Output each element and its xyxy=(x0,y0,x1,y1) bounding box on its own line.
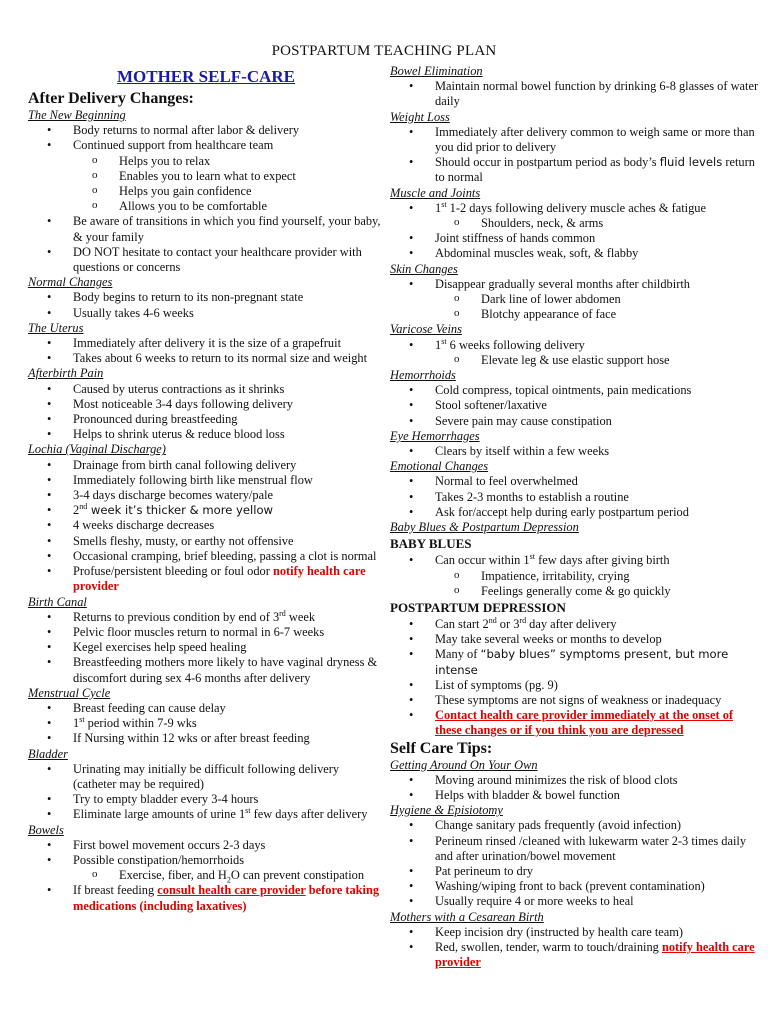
ordinal: st xyxy=(529,552,535,562)
warning-text: consult health care provider xyxy=(157,883,306,898)
ordinal: st xyxy=(79,715,85,724)
list-item: • Usually takes 4-6 weeks xyxy=(28,306,384,321)
list-item: • Immediately after delivery common to weigh same or more than you did prior to delivery xyxy=(390,125,762,155)
list-item: • Body returns to normal after labor & delivery xyxy=(28,123,384,138)
after-delivery-heading: After Delivery Changes: xyxy=(28,90,194,107)
list-eye xyxy=(390,444,762,459)
list-item: • Cold compress, topical ointments, pain medications xyxy=(390,383,762,398)
sub-list-item xyxy=(28,868,384,883)
sub-list-item: o Feelings generally come & go quickly xyxy=(390,584,762,599)
list-item: • Clears by itself within a few weeks xyxy=(390,444,762,459)
list-getting-around xyxy=(390,773,762,803)
list-item xyxy=(390,940,762,970)
text: 1-2 days following delivery muscle aches & fatigue xyxy=(446,200,706,215)
section-title-weight-loss: Weight Loss xyxy=(390,109,450,124)
sub-list-item: o Blotchy appearance of face xyxy=(390,307,762,322)
postpartum-depression-heading: POSTPARTUM DEPRESSION xyxy=(390,599,566,615)
list-item xyxy=(390,201,762,216)
subscript: 2 xyxy=(226,875,231,885)
text: Profuse/persistent bleeding or foul odor xyxy=(73,564,273,579)
list-hygiene xyxy=(390,818,762,909)
list-item xyxy=(28,503,384,518)
baby-blues-heading: BABY BLUES xyxy=(390,536,472,552)
list-item xyxy=(28,716,384,731)
list-item: • If Nursing within 12 wks or after breast feeding xyxy=(28,731,384,746)
list-skin-changes xyxy=(390,277,762,292)
list-item: • First bowel movement occurs 2-3 days xyxy=(28,838,384,853)
list-item: • Kegel exercises help speed healing xyxy=(28,640,384,655)
sub-list-item: o Enables you to learn what to expect xyxy=(28,169,384,184)
text: or 3 xyxy=(496,616,520,631)
text: few days after delivery xyxy=(250,807,368,822)
list-item: • Continued support from healthcare team xyxy=(28,138,384,153)
list-normal-changes xyxy=(28,290,384,320)
ordinal: st xyxy=(441,336,447,346)
list-item: • Joint stiffness of hands common xyxy=(390,231,762,246)
section-title-uterus: The Uterus xyxy=(28,320,84,335)
section-title-bladder: Bladder xyxy=(28,746,68,761)
main-title: MOTHER SELF-CARE xyxy=(116,67,296,86)
text: “baby blues” symptoms present, but more intense xyxy=(435,647,729,677)
list-item: • Immediately after delivery it is the size of a grapefruit xyxy=(28,336,384,351)
section-title-varicose-veins: Varicose Veins xyxy=(390,322,462,337)
list-bowels xyxy=(28,838,384,868)
section-title-muscle-joints: Muscle and Joints xyxy=(390,185,481,200)
right-column xyxy=(390,64,762,970)
text: 1 xyxy=(73,716,80,731)
section-title-emotional-changes: Emotional Changes xyxy=(390,459,489,474)
list-item xyxy=(28,883,384,913)
list-item: • Perineum rinsed /cleaned with lukewarm water 2-3 times daily and after urination/bowel movement xyxy=(390,834,762,864)
list-item: • Abdominal muscles weak, soft, & flabby xyxy=(390,246,762,261)
text: Many of xyxy=(435,647,481,662)
text: few days after giving birth xyxy=(534,553,670,568)
text: O can prevent constipation xyxy=(230,868,365,883)
list-item xyxy=(390,553,762,568)
text: Red, swollen, tender, warm to touch/draining xyxy=(435,939,662,954)
list-bowel-elimination xyxy=(390,79,762,109)
list-item: • Moving around minimizes the risk of blood clots xyxy=(390,773,762,788)
text: Can occur within 1 xyxy=(435,553,530,568)
section-title-new-beginning: The New Beginning xyxy=(28,108,126,122)
list-item: • Ask for/accept help during early postpartum period xyxy=(390,505,762,520)
sublist-bowels xyxy=(28,868,384,883)
text: If breast feeding xyxy=(73,883,158,898)
text: week xyxy=(285,609,316,624)
list-item: • Caused by uterus contractions as it shrinks xyxy=(28,382,384,397)
list-item: • Occasional cramping, brief bleeding, passing a clot is normal xyxy=(28,549,384,564)
list-item xyxy=(390,338,762,353)
list-item: • Pronounced during breastfeeding xyxy=(28,412,384,427)
ordinal: st xyxy=(441,199,447,209)
list-item: • Most noticeable 3-4 days following delivery xyxy=(28,397,384,412)
sub-list-item: o Shoulders, neck, & arms xyxy=(390,216,762,231)
list-item xyxy=(390,155,762,185)
list-varicose xyxy=(390,338,762,353)
text: 2 xyxy=(73,503,80,518)
list-item: • Urinating may initially be difficult following delivery (catheter may be required) xyxy=(28,762,384,792)
ordinal: rd xyxy=(519,615,527,625)
list-item: • Pat perineum to dry xyxy=(390,864,762,879)
list-afterbirth-pain xyxy=(28,382,384,443)
list-item: • These symptoms are not signs of weakness or inadequacy xyxy=(390,693,762,708)
list-cesarean xyxy=(390,925,762,971)
list-item: • Takes about 6 weeks to return to its normal size and weight xyxy=(28,351,384,366)
text: Can start 2 xyxy=(435,616,489,631)
warning-text: before taking medications (including laxatives) xyxy=(73,883,380,913)
list-item: • Severe pain may cause constipation xyxy=(390,414,762,429)
sublist-support xyxy=(28,154,384,215)
list-item xyxy=(390,708,762,738)
sub-list-item: o Elevate leg & use elastic support hose xyxy=(390,353,762,368)
text: Should occur in postpartum period as body’s xyxy=(435,155,660,170)
text: 6 weeks following delivery xyxy=(446,337,585,352)
section-title-afterbirth-pain: Afterbirth Pain xyxy=(28,366,104,381)
text: 1 xyxy=(435,200,442,215)
list-hemorrhoids xyxy=(390,383,762,429)
text: Returns to previous condition by end of 3 xyxy=(73,609,280,624)
list-item: • Immediately following birth like menstrual flow xyxy=(28,473,384,488)
list-new-beginning-cont xyxy=(28,214,384,275)
list-item xyxy=(28,564,384,594)
list-new-beginning xyxy=(28,123,384,153)
warning-text: notify health care provider xyxy=(435,939,755,970)
section-title-cesarean: Mothers with a Cesarean Birth xyxy=(390,909,544,924)
left-column xyxy=(28,64,384,914)
list-item xyxy=(28,610,384,625)
sub-list-item: o Helps you gain confidence xyxy=(28,184,384,199)
list-uterus xyxy=(28,336,384,366)
section-title-skin-changes: Skin Changes xyxy=(390,261,458,276)
list-postpartum-depression xyxy=(390,617,762,739)
sub-list-item: o Helps you to relax xyxy=(28,154,384,169)
section-title-menstrual-cycle: Menstrual Cycle xyxy=(28,685,111,700)
list-lochia xyxy=(28,458,384,595)
sublist-baby-blues xyxy=(390,569,762,599)
sublist-varicose xyxy=(390,353,762,368)
list-item: • Takes 2-3 months to establish a routine xyxy=(390,490,762,505)
list-item: • Smells fleshy, musty, or earthy not offensive xyxy=(28,534,384,549)
text: week it’s thicker & more yellow xyxy=(87,503,274,518)
section-title-bowel-elimination: Bowel Elimination xyxy=(390,64,483,78)
warning-text: notify health care provider xyxy=(73,564,366,594)
list-item: • Washing/wiping front to back (prevent contamination) xyxy=(390,879,762,894)
list-item: • Try to empty bladder every 3-4 hours xyxy=(28,792,384,807)
list-bladder xyxy=(28,762,384,823)
section-title-getting-around: Getting Around On Your Own xyxy=(390,757,538,772)
list-item: • DO NOT hesitate to contact your healthcare provider with questions or concerns xyxy=(28,245,384,275)
list-muscle-cont xyxy=(390,231,762,261)
list-item: • Drainage from birth canal following delivery xyxy=(28,458,384,473)
list-item: • Body begins to return to its non-pregnant state xyxy=(28,290,384,305)
section-title-hygiene: Hygiene & Episiotomy xyxy=(390,803,503,818)
list-item: • Normal to feel overwhelmed xyxy=(390,474,762,489)
list-item: • Possible constipation/hemorrhoids xyxy=(28,853,384,868)
sub-list-item: o Allows you to be comfortable xyxy=(28,199,384,214)
list-weight-loss xyxy=(390,125,762,186)
list-bowels-cont xyxy=(28,883,384,913)
ordinal: nd xyxy=(79,502,88,512)
list-birth-canal xyxy=(28,610,384,686)
sub-list-item: o Dark line of lower abdomen xyxy=(390,292,762,307)
text: Exercise, fiber, and H xyxy=(119,868,227,883)
text: 1 xyxy=(435,337,442,352)
self-care-heading: Self Care Tips: xyxy=(390,739,493,757)
list-emotional xyxy=(390,474,762,520)
list-item: • Breast feeding can cause delay xyxy=(28,701,384,716)
list-item: • Breastfeeding mothers more likely to have vaginal dryness & discomfort during sex 4-6 months after delivery xyxy=(28,655,384,685)
section-title-hemorrhoids: Hemorrhoids xyxy=(390,368,456,383)
list-menstrual-cycle xyxy=(28,701,384,747)
document-title: POSTPARTUM TEACHING PLAN xyxy=(271,43,497,59)
list-baby-blues xyxy=(390,553,762,568)
ordinal: st xyxy=(245,806,251,816)
list-item: • Stool softener/laxative xyxy=(390,398,762,413)
list-item: • Maintain normal bowel function by drinking 6-8 glasses of water daily xyxy=(390,79,762,109)
text: day after delivery xyxy=(526,616,617,631)
list-item: • Be aware of transitions in which you find yourself, your baby, & your family xyxy=(28,214,384,244)
section-title-normal-changes: Normal Changes xyxy=(28,275,113,290)
list-item xyxy=(28,807,384,822)
section-title-lochia: Lochia (Vaginal Discharge) xyxy=(28,442,166,457)
text: return to normal xyxy=(435,155,755,185)
list-item: • 3-4 days discharge becomes watery/pale xyxy=(28,488,384,503)
text: Eliminate large amounts of urine 1 xyxy=(73,807,246,822)
list-item xyxy=(390,647,762,677)
section-title-bowels: Bowels xyxy=(28,822,64,837)
list-item: • List of symptoms (pg. 9) xyxy=(390,678,762,693)
text: fluid levels xyxy=(659,155,723,170)
section-title-baby-blues-ppd: Baby Blues & Postpartum Depression xyxy=(390,520,579,535)
list-item: • Change sanitary pads frequently (avoid infection) xyxy=(390,818,762,833)
list-item: • Helps with bladder & bowel function xyxy=(390,788,762,803)
section-title-birth-canal: Birth Canal xyxy=(28,594,87,609)
list-item: • Helps to shrink uterus & reduce blood loss xyxy=(28,427,384,442)
sub-list-item: o Impatience, irritability, crying xyxy=(390,569,762,584)
ordinal: nd xyxy=(488,615,497,625)
list-item: • Keep incision dry (instructed by health care team) xyxy=(390,925,762,940)
list-item: • Disappear gradually several months after childbirth xyxy=(390,277,762,292)
list-item: • May take several weeks or months to develop xyxy=(390,632,762,647)
list-muscle-joints xyxy=(390,201,762,216)
list-item xyxy=(390,617,762,632)
warning-text: Contact health care provider immediately at the onset of these changes or if you think you are depressed xyxy=(435,708,734,738)
text: period within 7-9 wks xyxy=(84,716,197,731)
list-item: • Usually require 4 or more weeks to heal xyxy=(390,894,762,909)
section-title-eye-hemorrhages: Eye Hemorrhages xyxy=(390,428,480,443)
ordinal: rd xyxy=(279,608,286,618)
sublist-muscle xyxy=(390,216,762,231)
list-item: • 4 weeks discharge decreases xyxy=(28,518,384,533)
list-item: • Pelvic floor muscles return to normal in 6-7 weeks xyxy=(28,625,384,640)
sublist-skin xyxy=(390,292,762,322)
